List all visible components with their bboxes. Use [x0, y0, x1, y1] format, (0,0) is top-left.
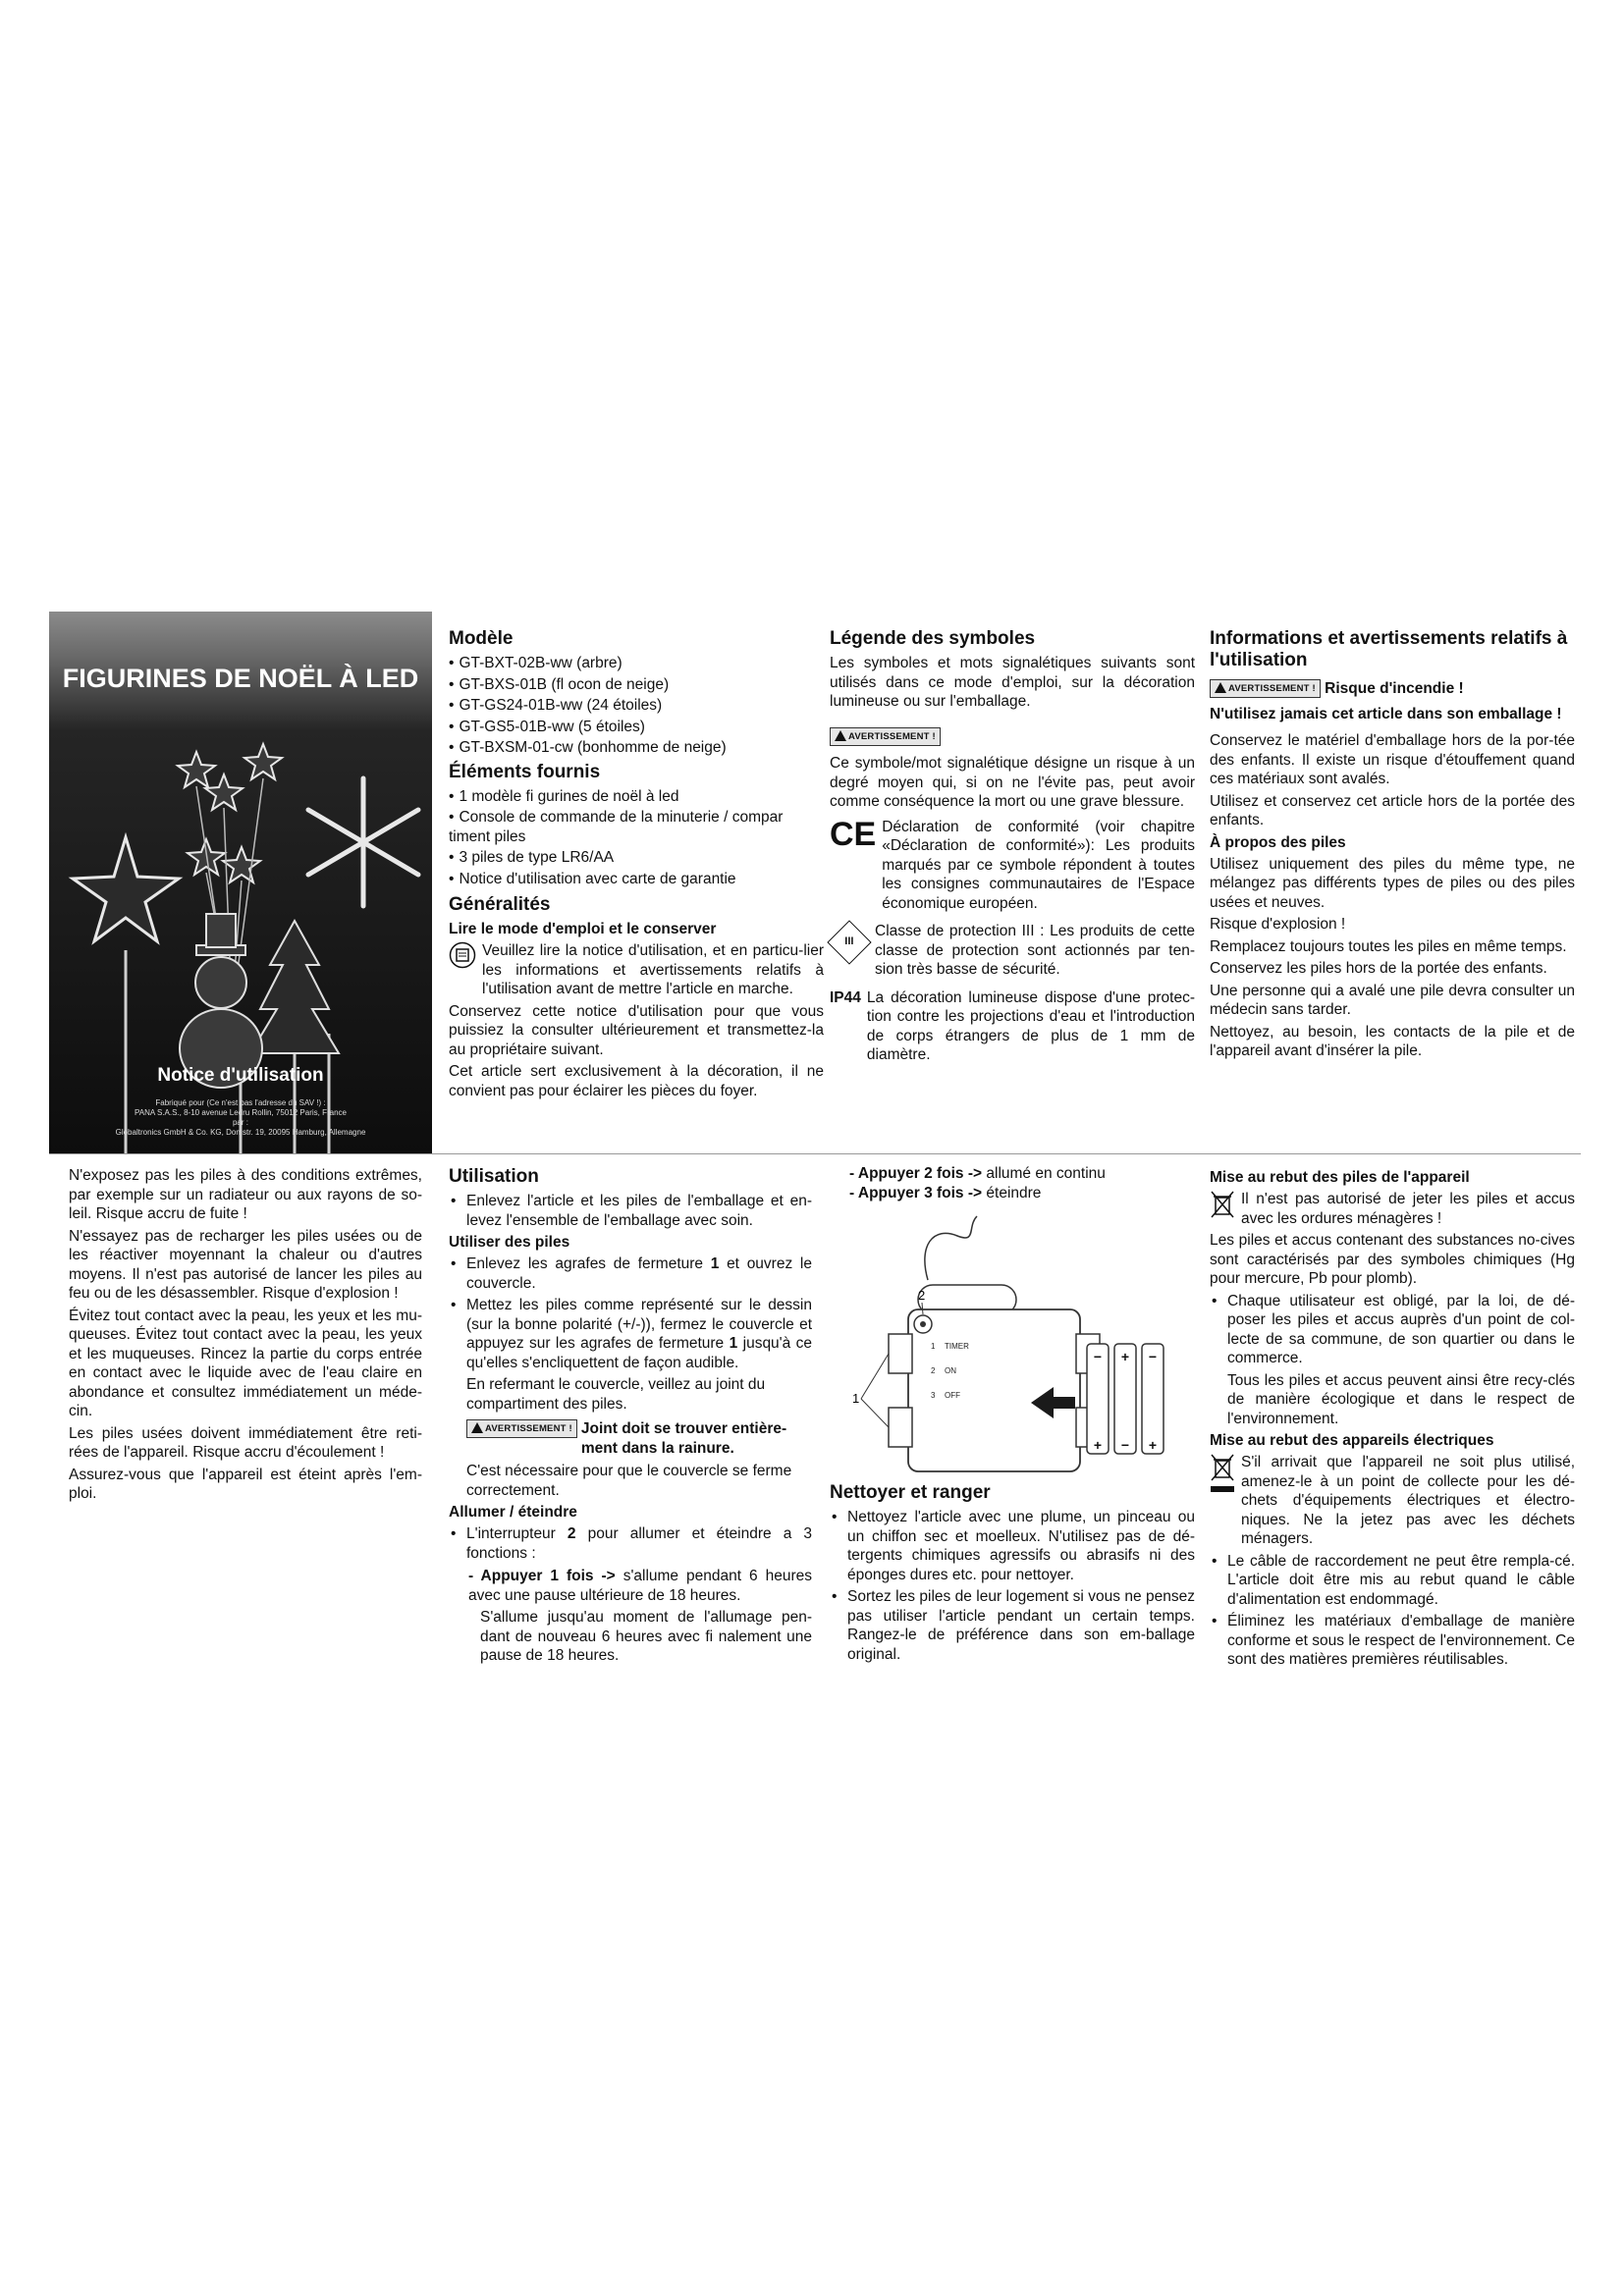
- warning-triangle-icon: [1215, 682, 1226, 693]
- elements-heading: Éléments fournis: [449, 761, 601, 782]
- model-item: • GT-BXT-02B-ww (arbre): [449, 654, 824, 673]
- paragraph: Évitez tout contact avec la peau, les yeux et les mu-queuses. Évitez tout contact avec la peau, les yeux et les muqueuses. Rincez la partie du corps entrée en contact avec le liquide avec de l'eau claire en abondance et consultez immédiatement un méde-cin.: [69, 1307, 422, 1419]
- nettoyer-heading: Nettoyer et ranger: [830, 1482, 991, 1503]
- plus-sign: +: [1120, 1349, 1130, 1364]
- column-avertissements: [1210, 628, 1575, 1064]
- element-item: • Notice d'utilisation avec carte de garantie: [449, 870, 824, 889]
- bullet: • Éliminez les matériaux d'emballage de manière conforme et sous le respect de l'environnement. Ce sont des matières premières réutilisables.: [1210, 1612, 1575, 1670]
- model-item: • GT-BXS-01B (fl ocon de neige): [449, 675, 824, 695]
- paragraph: Déclaration de conformité (voir chapitre «Déclaration de conformité»): Les produits marqués par ce symbole répondent à toutes les consignes communautaires de l'Espace économique européen.: [882, 818, 1195, 912]
- paragraph: Conservez les piles hors de la portée des enfants.: [1210, 960, 1547, 977]
- model-item: • GT-GS24-01B-ww (24 étoiles): [449, 696, 824, 716]
- modele-heading: Modèle: [449, 628, 514, 649]
- risque-incendie: Risque d'incendie !: [1325, 680, 1464, 697]
- figure-row-number: 1: [931, 1342, 936, 1351]
- cover-panel: [49, 612, 432, 1154]
- bullet: • Le câble de raccordement ne peut être rempla-cé. L'article doit être mis au rebut quand le câble d'alimentation est endommagé.: [1210, 1552, 1575, 1610]
- ip44-label: IP44: [830, 988, 861, 1006]
- lire-heading: Lire le mode d'emploi et le conserver: [449, 921, 717, 937]
- cover-manufacturer: Fabriqué pour (Ce n'est pas l'adresse du SAV !) : PANA S.A.S., 8-10 avenue Ledru Rollin, 75012 Paris, France par : Globaltronics GmbH & Co. KG, Domstr. 19, 20095 Hamburg, Allemagne: [115, 1098, 366, 1137]
- paragraph: N'essayez pas de recharger les piles usées ou de les réactiver moyennant la chaleur ou d'autres moyens. Il n'est pas autorisé de lancer les piles au feu ou de les désassembler. Risque d'explosion !: [69, 1227, 422, 1302]
- cover-subtitle: Notice d'utilisation: [157, 1065, 324, 1086]
- column-figure-nettoyer: [830, 1164, 1195, 1667]
- protection-class-iii-icon: III: [827, 920, 871, 964]
- utilisation-heading: Utilisation: [449, 1166, 539, 1187]
- paragraph: S'il arrivait que l'appareil ne soit plus utilisé, amenez-le à un point de collecte pour les dé-chets d'équipements électriques et électro-niques. Ne la jetez pas avec les déchets ménagers.: [1241, 1454, 1575, 1547]
- piles-heading: À propos des piles: [1210, 833, 1346, 851]
- warning-badge: AVERTISSEMENT !: [466, 1419, 577, 1438]
- paragraph: Utilisez et conservez cet article hors de la portée des enfants.: [1210, 792, 1575, 828]
- paragraph: N'utilisez jamais cet article dans son emballage !: [1210, 705, 1562, 722]
- minus-sign: −: [1093, 1349, 1103, 1364]
- press-three: - Appuyer 3 fois -> éteindre: [849, 1184, 1042, 1201]
- paragraph: Les piles usées doivent immédiatement être reti-rées de l'appareil. Risque accru d'écoulement !: [69, 1424, 422, 1461]
- figure-off-label: OFF: [945, 1391, 960, 1400]
- paragraph: Tous les piles et accus peuvent ainsi être recy-clés de manière écologique et dans le respect de l'environnement.: [1227, 1371, 1575, 1427]
- bullet: • Enlevez les agrafes de fermeture 1 et ouvrez le couvercle.: [449, 1255, 812, 1293]
- paragraph: C'est nécessaire pour que le couvercle se ferme correctement.: [466, 1463, 792, 1499]
- paragraph: Cet article sert exclusivement à la décoration, il ne convient pas pour éclairer les pièces du foyer.: [449, 1063, 824, 1099]
- paragraph: En refermant le couvercle, veillez au joint du compartiment des piles.: [466, 1376, 766, 1413]
- allumer-heading: Allumer / éteindre: [449, 1504, 577, 1521]
- column-utilisation: [449, 1166, 812, 1669]
- paragraph: Il n'est pas autorisé de jeter les piles et accus avec les ordures ménagères !: [1241, 1191, 1575, 1227]
- bullet: • Chaque utilisateur est obligé, par la loi, de dé-poser les piles et accus auprès d'un point de col-lecte de sa commune, de son quartier ou dans le commerce.: [1210, 1292, 1575, 1368]
- press-twice: - Appuyer 2 fois -> allumé en continu: [849, 1165, 1106, 1182]
- rebut-piles-heading: Mise au rebut des piles de l'appareil: [1210, 1169, 1470, 1186]
- bullet: • Enlevez l'article et les piles de l'emballage et en-levez l'ensemble de l'emballage avec soin.: [449, 1192, 812, 1230]
- bullet: • Mettez les piles comme représenté sur le dessin (sur la bonne polarité (+/-)), fermez le couvercle et appuyez sur les agrafes de fermeture 1 jusqu'à ce qu'elles s'encliquettent de façon audible.: [449, 1296, 812, 1372]
- figure-row-number: 2: [931, 1366, 936, 1375]
- paragraph: Conservez cette notice d'utilisation pour que vous puissiez la consulter ultérieurement et transmettez-la au propriétaire suivant.: [449, 1002, 824, 1058]
- figure-label-2: 2: [918, 1288, 926, 1303]
- figure-timer-label: TIMER: [945, 1342, 969, 1351]
- battery-box-figure: [830, 1206, 1195, 1476]
- bullet: • L'interrupteur 2 pour allumer et éteindre a 3 fonctions :: [449, 1524, 812, 1563]
- model-list: [449, 654, 824, 758]
- element-item: • Console de commande de la minuterie / compar timent piles: [449, 808, 824, 846]
- warning-badge: AVERTISSEMENT !: [1210, 679, 1321, 698]
- paragraph: Remplacez toujours toutes les piles en même temps.: [1210, 937, 1567, 955]
- ce-mark-icon: CE: [830, 815, 877, 853]
- element-item: • 3 piles de type LR6/AA: [449, 848, 824, 868]
- elements-list: [449, 787, 824, 889]
- paragraph: Conservez le matériel d'emballage hors de la por-tée des enfants. Il existe un risque d'étouffement quand ces matériaux sont avalés.: [1210, 732, 1575, 787]
- avertissements-heading: Informations et avertissements relatifs à l'utilisation: [1210, 628, 1568, 670]
- paragraph: N'exposez pas les piles à des conditions extrêmes, par exemple sur un radiateur ou aux rayons de so-leil. Risque accru de fuite !: [69, 1167, 422, 1222]
- paragraph: Nettoyez, au besoin, les contacts de la pile et de l'appareil avant d'insérer la pile.: [1210, 1023, 1575, 1059]
- weee-bin-icon: [1210, 1453, 1235, 1494]
- paragraph: Risque d'explosion !: [1210, 916, 1346, 933]
- paragraph: Les piles et accus contenant des substances no-cives sont caractérisés par des symboles chimiques (Hg pour mercure, Pb pour plomb).: [1210, 1232, 1575, 1287]
- model-item: • GT-GS5-01B-ww (5 étoiles): [449, 718, 824, 737]
- paragraph: Une personne qui a avalé une pile devra consulter un médecin sans tarder.: [1210, 982, 1575, 1018]
- paragraph: Ce symbole/mot signalétique désigne un risque à un degré moyen qui, si on ne l'évite pas, peut avoir comme conséquence la mort ou une grave blessure.: [830, 755, 1195, 810]
- read-manual-icon: [449, 941, 476, 969]
- generalites-heading: Généralités: [449, 894, 551, 915]
- paragraph: S'allume jusqu'au moment de l'allumage pen-dant de nouveau 6 heures avec fi nalement une pause de 18 heures.: [480, 1609, 812, 1664]
- lire-text: Veuillez lire la notice d'utilisation, et en particu-lier les informations et avertissements relatifs à l'utilisation avant de mettre l'article en marche.: [482, 942, 824, 997]
- plus-sign: +: [1148, 1437, 1158, 1453]
- paragraph: Assurez-vous que l'appareil est éteint après l'em-ploi.: [69, 1466, 422, 1502]
- section-divider: [49, 1153, 1581, 1154]
- warning-badge: AVERTISSEMENT !: [830, 727, 941, 746]
- bullet: • Sortez les piles de leur logement si vous ne pensez pas utiliser l'article pendant un certain temps. Rangez-le de préférence dans son em-ballage original.: [830, 1587, 1195, 1664]
- joint-warning: Joint doit se trouver entière-ment dans la rainure.: [580, 1420, 787, 1457]
- plus-sign: +: [1093, 1437, 1103, 1453]
- paragraph: Les symboles et mots signalétiques suivants sont utilisés dans ce mode d'emploi, sur la décoration lumineuse ou sur l'emballage.: [830, 655, 1195, 710]
- element-item: • 1 modèle fi gurines de noël à led: [449, 787, 824, 807]
- column-piles-warnings: [69, 1166, 422, 1507]
- paragraph: Classe de protection III : Les produits de cette classe de protection sont actionnés par ten-sion très basse de sécurité.: [875, 923, 1195, 978]
- minus-sign: −: [1148, 1349, 1158, 1364]
- paragraph: Utilisez uniquement des piles du même type, ne mélangez pas différents types de piles ou des piles usées et neuves.: [1210, 855, 1575, 911]
- figure-label-1: 1: [852, 1391, 860, 1406]
- column-modele: [449, 628, 824, 1103]
- column-legende: [830, 628, 1195, 1068]
- column-mise-au-rebut: [1210, 1166, 1575, 1673]
- model-item: • GT-BXSM-01-cw (bonhomme de neige): [449, 738, 824, 758]
- cover-title: FIGURINES DE NOËL À LED: [62, 664, 419, 693]
- minus-sign: −: [1120, 1437, 1130, 1453]
- crossed-bin-icon: [1210, 1190, 1235, 1219]
- bullet: • Nettoyez l'article avec une plume, un pinceau ou un chiffon sec et moelleux. N'utilisez pas de dé-tergents chimiques agressifs ou abrasifs ni des éponges dures etc. pour nettoyer.: [830, 1508, 1195, 1584]
- paragraph: La décoration lumineuse dispose d'une protec-tion contre les projections d'eau et l'introduction de corps étrangers de plus de 1 mm de diamètre.: [866, 988, 1195, 1063]
- legende-heading: Légende des symboles: [830, 628, 1036, 649]
- figure-on-label: ON: [945, 1366, 956, 1375]
- rebut-appareils-heading: Mise au rebut des appareils électriques: [1210, 1432, 1494, 1449]
- figure-row-number: 3: [931, 1391, 936, 1400]
- warning-triangle-icon: [471, 1422, 483, 1433]
- warning-triangle-icon: [835, 730, 846, 741]
- utiliser-piles-heading: Utiliser des piles: [449, 1234, 570, 1251]
- press-once: - Appuyer 1 fois -> s'allume pendant 6 heures avec une pause ultérieure de 18 heures.: [468, 1568, 812, 1604]
